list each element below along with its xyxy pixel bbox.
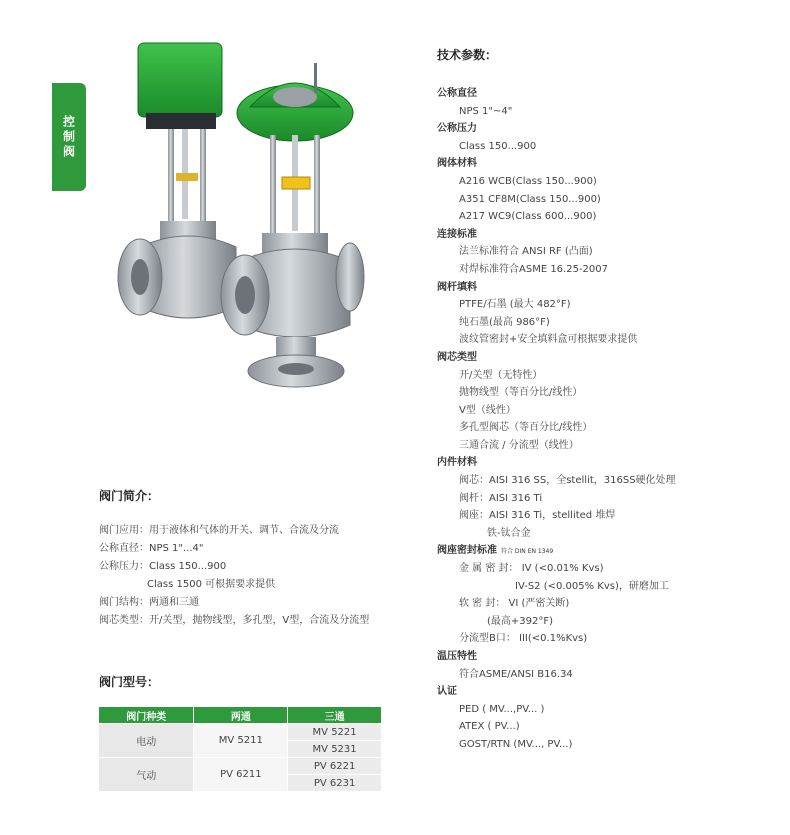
spec-item: PED ( MV...,PV... ) (459, 703, 545, 715)
spec-item: 三通合流 / 分流型（线性） (459, 439, 579, 451)
spec-item: (最高+392°F) (487, 615, 554, 627)
intro-title: 阀门简介： (99, 489, 160, 503)
spec-category (437, 120, 767, 138)
header-kind: 阀门种类 (99, 707, 194, 724)
table-row (99, 758, 382, 775)
table-header-row (99, 707, 382, 724)
spec-category-label: 阀芯类型 (437, 351, 477, 363)
spec-item: A217 WC9(Class 600...900) (459, 211, 597, 223)
spec-category-label: 公称直径 (437, 88, 477, 99)
spec-category (437, 279, 767, 297)
spec-body (437, 85, 767, 754)
spec-category (437, 648, 767, 666)
specs-title: 技术参数： (437, 48, 498, 62)
intro-row: 阀门应用：用于液体和气体的开关、调节、合流及分流 (99, 525, 339, 536)
spec-item: 开/关型（无特性） (459, 369, 543, 381)
spec-item: 阀杆：AISI 316 Ti (459, 492, 543, 504)
three-way-cell: MV 5231 (288, 741, 382, 758)
spec-item: 波纹管密封+安全填料盒可根据要求提供 (459, 334, 638, 346)
control-valve-illustration (110, 25, 380, 395)
two-way-cell: PV 6211 (194, 758, 288, 792)
spec-item: NPS 1"~4" (459, 105, 513, 117)
intro-row: 阀门结构：两通和三通 (99, 597, 199, 608)
spec-item: 对焊标准符合ASME 16.25-2007 (459, 263, 608, 275)
spec-category (437, 542, 767, 560)
spec-category-label: 阀体材料 (437, 158, 477, 170)
spec-category-label: 内件材料 (437, 457, 477, 469)
spec-category-label: 阀杆填料 (437, 281, 477, 293)
spec-item: 分流型B口： III(<0.1%Kvs) (459, 633, 588, 645)
kind-cell: 电动 (99, 724, 194, 758)
spec-item: 抛物线型（等百分比/线性） (459, 387, 583, 399)
spec-category-label: 认证 (437, 686, 457, 698)
spec-item: 法兰标准符合 ANSI RF (凸面) (459, 246, 593, 258)
spec-item: 纯石墨(最高 986°F) (459, 316, 550, 328)
three-way-cell: MV 5221 (288, 724, 382, 741)
intro-row: 公称直径：NPS 1"...4" (99, 543, 204, 554)
intro-row: Class 1500 可根据要求提供 (147, 579, 276, 590)
spec-item: 符合ASME/ANSI B16.34 (459, 668, 573, 680)
three-way-cell: PV 6221 (288, 758, 382, 775)
spec-item: 金 属 密 封： IV (<0.01% Kvs) (459, 563, 604, 575)
spec-category (437, 85, 767, 103)
spec-item: A351 CF8M(Class 150...900) (459, 193, 601, 205)
spec-item: IV-S2 (<0.005% Kvs)，研磨加工 (515, 580, 669, 592)
spec-item: GOST/RTN (MV..., PV...) (459, 738, 573, 750)
spec-item: 软 密 封： VI (严密关断) (459, 598, 570, 610)
spec-category-label: 温压特性 (437, 651, 477, 662)
spec-item: Class 150...900 (459, 140, 537, 152)
spec-category (437, 226, 767, 244)
intro-row: 公称压力：Class 150...900 (99, 561, 227, 572)
spec-item: 多孔型阀芯（等百分比/线性） (459, 422, 593, 434)
spec-category-label: 阀座密封标准 (437, 545, 497, 557)
spec-category (437, 155, 767, 173)
spec-list (437, 46, 767, 754)
model-table (98, 706, 382, 792)
spec-item: 铁-钛合金 (487, 527, 531, 539)
spec-category-label: 公称压力 (437, 123, 477, 135)
spec-category (437, 683, 767, 701)
spec-category-label: 连接标准 (437, 228, 477, 240)
two-way-cell: MV 5211 (194, 724, 288, 758)
header-three-way: 三通 (288, 707, 382, 724)
spec-item: V型（线性） (459, 404, 516, 416)
three-way-cell: PV 6231 (288, 775, 382, 792)
intro-list (99, 522, 369, 630)
spec-item: A216 WCB(Class 150...900) (459, 175, 597, 187)
spec-category (437, 454, 767, 472)
spec-item: 阀芯：AISI 316 SS，全stellit，316SS硬化处理 (459, 475, 676, 487)
category-tab: 控制阀 (52, 83, 86, 191)
spec-item: 阀座：AISI 316 Ti，stellited 堆焊 (459, 510, 616, 522)
models-title: 阀门型号： (99, 675, 160, 689)
table-row (99, 724, 382, 741)
spec-item: ATEX ( PV...) (459, 721, 520, 733)
kind-cell: 气动 (99, 758, 194, 792)
spec-category (437, 349, 767, 367)
spec-category-note: 符合 DIN EN 1349 (501, 548, 554, 556)
header-two-way: 两通 (194, 707, 288, 724)
spec-item: PTFE/石墨 (最大 482°F) (459, 299, 571, 311)
intro-row: 阀芯类型：开/关型，抛物线型，多孔型，V型，合流及分流型 (99, 615, 370, 626)
